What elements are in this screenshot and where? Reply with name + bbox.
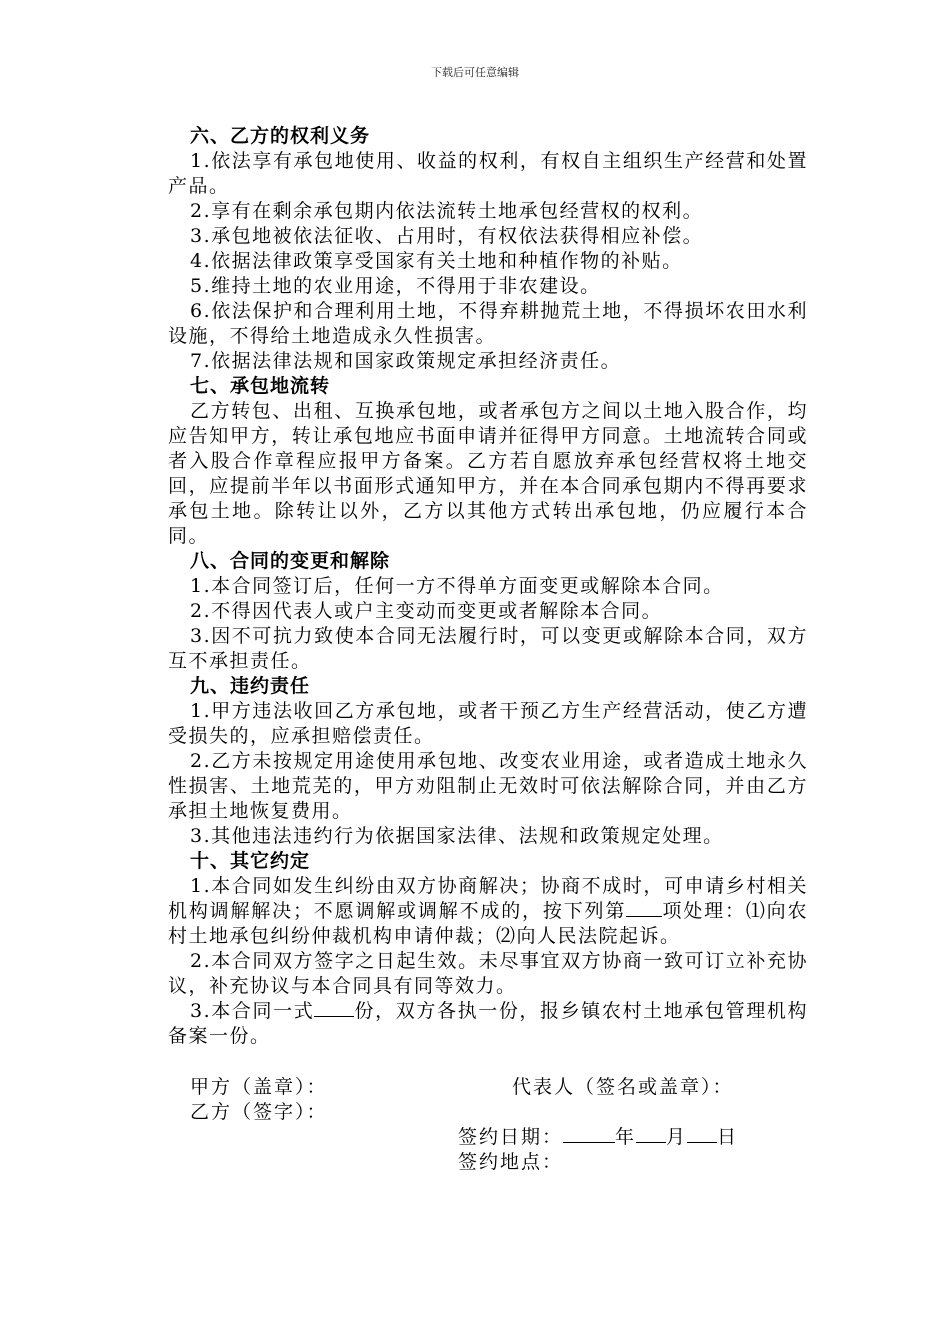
clause-text: 份，双方各执一份，报乡镇农村土地承包管理机构备案一份。	[168, 1000, 808, 1047]
section-heading: 七、承包地流转	[190, 375, 331, 397]
clause: 1.依法享有承包地使用、收益的权利，有权自主组织生产经营和处置产品。	[168, 150, 808, 197]
page-header-note: 下载后可任意编辑	[431, 66, 519, 79]
clause: 2.乙方未按规定用途使用承包地、改变农业用途，或者造成土地永久性损害、土地荒芜的，甲方劝阻制止无效时可依法解除合同，并由乙方承担土地恢复费用。	[168, 750, 808, 822]
clause-dispute	[168, 874, 808, 949]
year-blank[interactable]	[563, 1126, 615, 1143]
clause: 乙方转包、出租、互换承包地，或者承包方之间以土地入股合作，均应告知甲方，转让承包地应书面申请并征得甲方同意。土地流转合同或者入股合作章程应报甲方备案。乙方若自愿放弃承包经营权将土地交回，应提前半年以书面形式通知甲方，并在本合同承包期内不得再要求承包土地。除转让以外，乙方以其他方式转出承包地，仍应履行本合同。	[168, 400, 808, 547]
option-blank[interactable]	[626, 900, 662, 917]
copies-blank[interactable]	[314, 1000, 354, 1017]
section-heading: 十、其它约定	[190, 850, 311, 872]
section-heading: 八、合同的变更和解除	[190, 550, 391, 572]
clause: 3.因不可抗力致使本合同无法履行时，可以变更或解除本合同，双方互不承担责任。	[168, 625, 808, 672]
clause: 6.依法保护和合理利用土地，不得弃耕抛荒土地，不得损坏农田水利设施，不得给土地造成永久性损害。	[168, 300, 808, 347]
day-blank[interactable]	[687, 1126, 717, 1143]
clause-text: 3.本合同一式	[190, 1000, 315, 1022]
month-blank[interactable]	[636, 1126, 666, 1143]
party-a-seal-label: 甲方（盖章）：	[190, 1076, 328, 1098]
section-heading: 六、乙方的权利义务	[190, 125, 371, 147]
party-b-sign-label: 乙方（签字）：	[190, 1101, 328, 1123]
contract-body	[168, 124, 808, 1049]
section-heading: 九、违约责任	[190, 675, 311, 697]
clause: 2.本合同双方签字之日起生效。未尽事宜双方协商一致可订立补充协议，补充协议与本合同具有同等效力。	[168, 950, 808, 997]
sign-date-label: 签约日期：	[458, 1126, 564, 1148]
clause: 5.维持土地的农业用途，不得用于非农建设。	[190, 275, 601, 297]
clause-text: 1.本合同如发生纠纷由双方协商解决；协商不成时，可申请乡村相关机构调解解决；不愿调解或调解不成的，按下列第	[168, 875, 808, 922]
clause-text: 项处理：⑴向农村土地承包纠纷仲裁机构申请仲裁；⑵向人民法院起诉。	[168, 900, 808, 947]
representative-label: 代表人（签名或盖章）：	[512, 1076, 734, 1098]
clause: 2.不得因代表人或户主变动而变更或者解除本合同。	[190, 600, 663, 622]
month-label: 月	[666, 1126, 688, 1148]
clause-copies	[168, 999, 808, 1049]
year-label: 年	[615, 1126, 637, 1148]
clause: 1.甲方违法收回乙方承包地，或者干预乙方生产经营活动，使乙方遭受损失的，应承担赔偿责任。	[168, 700, 808, 747]
day-label: 日	[717, 1126, 739, 1148]
clause: 4.依据法律政策享受国家有关土地和种植作物的补贴。	[190, 250, 683, 272]
clause: 2.享有在剩余承包期内依法流转土地承包经营权的权利。	[190, 200, 704, 222]
sign-date-row	[458, 1122, 738, 1149]
clause: 3.其他违法违约行为依据国家法律、法规和政策规定处理。	[190, 825, 724, 847]
sign-place-label: 签约地点：	[458, 1151, 564, 1173]
clause: 3.承包地被依法征收、占用时，有权依法获得相应补偿。	[190, 225, 704, 247]
clause: 7.依据法律法规和国家政策规定承担经济责任。	[190, 350, 622, 372]
clause: 1.本合同签订后，任何一方不得单方面变更或解除本合同。	[190, 575, 724, 597]
